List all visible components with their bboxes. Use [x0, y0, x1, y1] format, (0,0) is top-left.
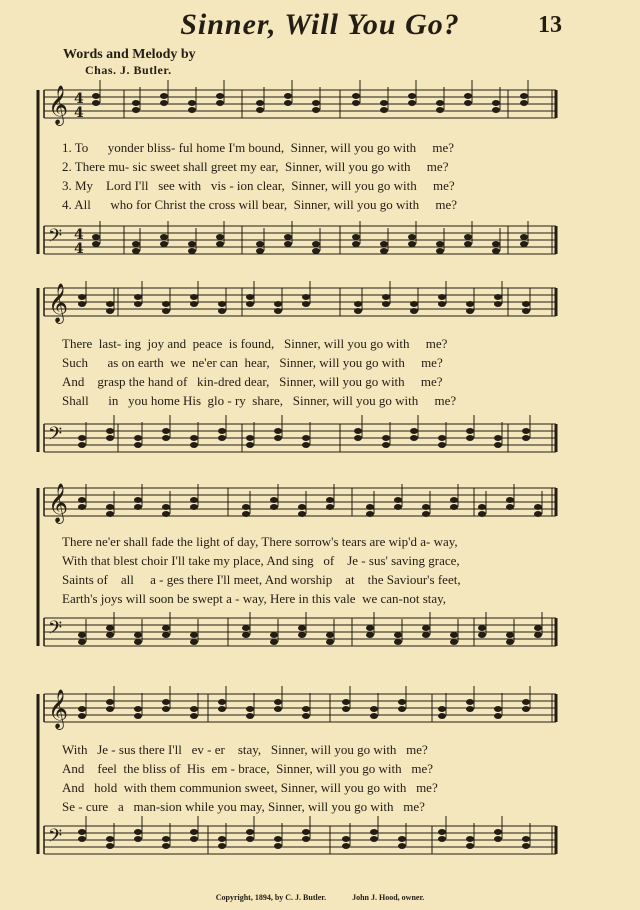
note-head-icon — [162, 504, 170, 510]
note-head-icon — [436, 107, 444, 113]
note-head-icon — [464, 241, 472, 247]
note-head-icon — [78, 829, 86, 835]
note-head-icon — [438, 435, 446, 441]
note-head-icon — [298, 504, 306, 510]
note-head-icon — [534, 632, 542, 638]
note-head-icon — [78, 639, 86, 645]
note-head-icon — [522, 699, 530, 705]
note-head-icon — [134, 435, 142, 441]
note-head-icon — [366, 625, 374, 631]
note-head-icon — [162, 836, 170, 842]
note-head-icon — [216, 93, 224, 99]
note-head-icon — [464, 93, 472, 99]
note-head-icon — [162, 308, 170, 314]
note-head-icon — [218, 301, 226, 307]
note-head-icon — [326, 504, 334, 510]
note-head-icon — [466, 836, 474, 842]
note-head-icon — [162, 625, 170, 631]
note-head-icon — [520, 93, 528, 99]
lyric-line: 1. To yonder bliss- ful home I'm bound, Sinner, will you go with me? — [62, 140, 455, 155]
note-head-icon — [366, 511, 374, 517]
note-head-icon — [352, 234, 360, 240]
lyric-line: 3. My Lord I'll see with vis - ion clear, Sinner, will you go with me? — [62, 178, 455, 193]
lyrics-block-2 — [62, 334, 552, 410]
note-head-icon — [302, 713, 310, 719]
note-head-icon — [506, 632, 514, 638]
note-head-icon — [218, 435, 226, 441]
note-head-icon — [380, 100, 388, 106]
note-head-icon — [274, 843, 282, 849]
note-head-icon — [398, 699, 406, 705]
time-signature-icon: 4 — [74, 241, 84, 257]
note-head-icon — [436, 241, 444, 247]
note-head-icon — [256, 248, 264, 254]
note-head-icon — [218, 706, 226, 712]
note-head-icon — [438, 713, 446, 719]
note-head-icon — [162, 301, 170, 307]
note-head-icon — [188, 248, 196, 254]
note-head-icon — [522, 706, 530, 712]
note-head-icon — [78, 836, 86, 842]
note-head-icon — [160, 241, 168, 247]
credit-line-1: Words and Melody by — [63, 47, 196, 62]
lyric-line: And feel the bliss of His em - brace, Sinner, will you go with me? — [62, 761, 433, 776]
note-head-icon — [436, 100, 444, 106]
note-head-icon — [450, 639, 458, 645]
note-head-icon — [422, 632, 430, 638]
note-head-icon — [342, 699, 350, 705]
note-head-icon — [522, 308, 530, 314]
note-head-icon — [398, 706, 406, 712]
note-head-icon — [394, 639, 402, 645]
note-head-icon — [408, 234, 416, 240]
note-head-icon — [522, 428, 530, 434]
note-head-icon — [256, 107, 264, 113]
note-head-icon — [216, 234, 224, 240]
note-head-icon — [410, 301, 418, 307]
note-head-icon — [190, 706, 198, 712]
note-head-icon — [494, 435, 502, 441]
note-head-icon — [106, 435, 114, 441]
note-head-icon — [522, 836, 530, 842]
note-head-icon — [92, 93, 100, 99]
note-head-icon — [284, 100, 292, 106]
note-head-icon — [160, 100, 168, 106]
note-head-icon — [218, 308, 226, 314]
note-head-icon — [78, 632, 86, 638]
note-head-icon — [302, 829, 310, 835]
note-head-icon — [92, 100, 100, 106]
note-head-icon — [270, 497, 278, 503]
lyric-line: There last- ing joy and peace is found, Sinner, will you go with me? — [62, 336, 448, 351]
note-head-icon — [380, 248, 388, 254]
copyright-text: Copyright, 1894, by C. J. Butler. — [215, 893, 327, 902]
note-head-icon — [342, 836, 350, 842]
note-head-icon — [506, 504, 514, 510]
note-head-icon — [302, 836, 310, 842]
note-head-icon — [398, 836, 406, 842]
note-head-icon — [382, 301, 390, 307]
note-head-icon — [520, 241, 528, 247]
note-head-icon — [78, 294, 86, 300]
note-head-icon — [106, 706, 114, 712]
note-head-icon — [162, 706, 170, 712]
note-head-icon — [218, 699, 226, 705]
note-head-icon — [106, 308, 114, 314]
note-head-icon — [92, 241, 100, 247]
note-head-icon — [366, 632, 374, 638]
note-head-icon — [78, 442, 86, 448]
note-head-icon — [242, 625, 250, 631]
note-head-icon — [494, 294, 502, 300]
note-head-icon — [134, 829, 142, 835]
note-head-icon — [326, 632, 334, 638]
note-head-icon — [494, 836, 502, 842]
note-head-icon — [492, 248, 500, 254]
note-head-icon — [134, 497, 142, 503]
note-head-icon — [162, 699, 170, 705]
lyric-line: 4. All who for Christ the cross will bear, Sinner, will you go with me? — [62, 197, 458, 212]
note-head-icon — [242, 504, 250, 510]
note-head-icon — [370, 829, 378, 835]
note-head-icon — [134, 632, 142, 638]
note-head-icon — [464, 234, 472, 240]
note-head-icon — [354, 308, 362, 314]
note-head-icon — [190, 435, 198, 441]
note-head-icon — [494, 829, 502, 835]
note-head-icon — [370, 706, 378, 712]
note-head-icon — [534, 625, 542, 631]
note-head-icon — [302, 294, 310, 300]
lyric-line: And grasp the hand of kin-dred dear, Sinner, will you go with me? — [62, 374, 443, 389]
note-head-icon — [370, 836, 378, 842]
note-head-icon — [134, 836, 142, 842]
lyric-line: There ne'er shall fade the light of day, There sorrow's tears are wip'd a- way, — [62, 534, 458, 549]
note-head-icon — [408, 241, 416, 247]
note-head-icon — [106, 504, 114, 510]
note-head-icon — [274, 699, 282, 705]
credit-line-2: Chas. J. Butler. — [85, 63, 172, 77]
note-head-icon — [270, 504, 278, 510]
note-head-icon — [422, 504, 430, 510]
note-head-icon — [450, 497, 458, 503]
note-head-icon — [218, 428, 226, 434]
note-head-icon — [394, 632, 402, 638]
note-head-icon — [190, 829, 198, 835]
note-head-icon — [134, 639, 142, 645]
note-head-icon — [242, 511, 250, 517]
note-head-icon — [132, 107, 140, 113]
note-head-icon — [506, 639, 514, 645]
note-head-icon — [270, 632, 278, 638]
note-head-icon — [246, 301, 254, 307]
note-head-icon — [274, 301, 282, 307]
note-head-icon — [312, 241, 320, 247]
note-head-icon — [78, 504, 86, 510]
note-head-icon — [106, 511, 114, 517]
note-head-icon — [218, 836, 226, 842]
note-head-icon — [190, 504, 198, 510]
note-head-icon — [534, 504, 542, 510]
treble-clef-icon: 𝄞 — [48, 85, 69, 125]
lyric-line: Saints of all a - ges there I'll meet, And worship at the Saviour's feet, — [62, 572, 461, 587]
note-head-icon — [522, 843, 530, 849]
lyric-line: Se - cure a man-sion while you may, Sinner, will you go with me? — [62, 799, 425, 814]
lyric-line: 2. There mu- sic sweet shall greet my ear, Sinner, will you go with me? — [62, 159, 449, 174]
note-head-icon — [188, 241, 196, 247]
hymn-title: Sinner, Will You Go? — [180, 8, 460, 41]
note-head-icon — [190, 713, 198, 719]
treble-clef-icon: 𝄞 — [48, 689, 69, 729]
lyric-line: With that blest choir I'll take my place, And sing of Je - sus' saving grace, — [62, 553, 460, 568]
note-head-icon — [382, 442, 390, 448]
note-head-icon — [106, 843, 114, 849]
note-head-icon — [246, 294, 254, 300]
note-head-icon — [382, 435, 390, 441]
note-head-icon — [410, 308, 418, 314]
note-head-icon — [438, 829, 446, 835]
note-head-icon — [438, 836, 446, 842]
note-head-icon — [132, 100, 140, 106]
note-head-icon — [134, 504, 142, 510]
note-head-icon — [132, 248, 140, 254]
note-head-icon — [422, 511, 430, 517]
lyrics-block-1 — [62, 138, 552, 214]
note-head-icon — [466, 308, 474, 314]
note-head-icon — [298, 625, 306, 631]
note-head-icon — [190, 497, 198, 503]
note-head-icon — [190, 632, 198, 638]
note-head-icon — [394, 504, 402, 510]
owner-text: John J. Hood, owner. — [352, 893, 425, 902]
note-head-icon — [352, 241, 360, 247]
note-head-icon — [298, 511, 306, 517]
note-head-icon — [78, 713, 86, 719]
note-head-icon — [466, 706, 474, 712]
bass-clef-icon: 𝄢 — [48, 226, 63, 251]
note-head-icon — [382, 294, 390, 300]
note-head-icon — [354, 301, 362, 307]
note-head-icon — [284, 234, 292, 240]
note-head-icon — [134, 301, 142, 307]
note-head-icon — [302, 301, 310, 307]
note-head-icon — [134, 713, 142, 719]
note-head-icon — [494, 301, 502, 307]
note-head-icon — [370, 713, 378, 719]
time-signature-icon: 4 — [74, 227, 84, 243]
note-head-icon — [106, 625, 114, 631]
note-head-icon — [466, 435, 474, 441]
note-head-icon — [494, 713, 502, 719]
note-head-icon — [162, 843, 170, 849]
note-head-icon — [394, 497, 402, 503]
note-head-icon — [438, 706, 446, 712]
treble-clef-icon: 𝄞 — [48, 283, 69, 323]
note-head-icon — [216, 241, 224, 247]
note-head-icon — [160, 93, 168, 99]
note-head-icon — [478, 632, 486, 638]
lyric-line: Such as on earth we ne'er can hear, Sinner, will you go with me? — [62, 355, 443, 370]
note-head-icon — [492, 107, 500, 113]
note-head-icon — [410, 428, 418, 434]
note-head-icon — [132, 241, 140, 247]
note-head-icon — [464, 100, 472, 106]
note-head-icon — [312, 107, 320, 113]
note-head-icon — [274, 706, 282, 712]
note-head-icon — [256, 100, 264, 106]
note-head-icon — [478, 511, 486, 517]
note-head-icon — [188, 100, 196, 106]
note-head-icon — [478, 625, 486, 631]
footer — [0, 893, 640, 902]
note-head-icon — [78, 706, 86, 712]
note-head-icon — [218, 843, 226, 849]
note-head-icon — [190, 639, 198, 645]
note-head-icon — [466, 699, 474, 705]
note-head-icon — [106, 301, 114, 307]
note-head-icon — [246, 435, 254, 441]
lyric-line: With Je - sus there I'll ev - er stay, Sinner, will you go with me? — [62, 742, 428, 757]
page-number: 13 — [538, 12, 562, 38]
note-head-icon — [312, 248, 320, 254]
note-head-icon — [450, 504, 458, 510]
note-head-icon — [534, 511, 542, 517]
note-head-icon — [326, 639, 334, 645]
time-signature-icon: 4 — [74, 91, 84, 107]
note-head-icon — [352, 93, 360, 99]
note-head-icon — [410, 435, 418, 441]
note-head-icon — [134, 706, 142, 712]
note-head-icon — [492, 241, 500, 247]
bass-clef-icon: 𝄢 — [48, 826, 63, 851]
note-head-icon — [408, 100, 416, 106]
note-head-icon — [436, 248, 444, 254]
note-head-icon — [342, 706, 350, 712]
lyric-line: And hold with them communion sweet, Sinner, will you go with me? — [62, 780, 438, 795]
note-head-icon — [246, 442, 254, 448]
lyric-line: Shall in you home His glo - ry share, Sinner, will you go with me? — [62, 393, 457, 408]
note-head-icon — [242, 632, 250, 638]
note-head-icon — [478, 504, 486, 510]
note-head-icon — [520, 234, 528, 240]
note-head-icon — [494, 442, 502, 448]
note-head-icon — [312, 100, 320, 106]
note-head-icon — [246, 829, 254, 835]
note-head-icon — [520, 100, 528, 106]
bass-clef-icon: 𝄢 — [48, 618, 63, 643]
note-head-icon — [160, 234, 168, 240]
lyric-line: Earth's joys will soon be swept a - way, Here in this vale we can-not stay, — [62, 591, 447, 606]
note-head-icon — [106, 836, 114, 842]
note-head-icon — [466, 301, 474, 307]
lyrics-block-4 — [62, 740, 552, 816]
note-head-icon — [342, 843, 350, 849]
note-head-icon — [506, 497, 514, 503]
note-head-icon — [162, 632, 170, 638]
note-head-icon — [246, 836, 254, 842]
note-head-icon — [106, 699, 114, 705]
lyrics-block-3 — [62, 532, 552, 608]
note-head-icon — [284, 241, 292, 247]
note-head-icon — [492, 100, 500, 106]
note-head-icon — [134, 294, 142, 300]
note-head-icon — [408, 93, 416, 99]
note-head-icon — [466, 428, 474, 434]
note-head-icon — [398, 843, 406, 849]
note-head-icon — [256, 241, 264, 247]
note-head-icon — [438, 442, 446, 448]
note-head-icon — [422, 625, 430, 631]
note-head-icon — [438, 301, 446, 307]
treble-clef-icon: 𝄞 — [48, 483, 69, 523]
note-head-icon — [106, 428, 114, 434]
note-head-icon — [188, 107, 196, 113]
note-head-icon — [78, 301, 86, 307]
note-head-icon — [274, 428, 282, 434]
note-head-icon — [274, 308, 282, 314]
note-head-icon — [302, 706, 310, 712]
note-head-icon — [298, 632, 306, 638]
note-head-icon — [352, 100, 360, 106]
note-head-icon — [246, 706, 254, 712]
note-head-icon — [216, 100, 224, 106]
note-head-icon — [522, 301, 530, 307]
bass-clef-icon: 𝄢 — [48, 424, 63, 449]
note-head-icon — [354, 435, 362, 441]
note-head-icon — [302, 442, 310, 448]
note-head-icon — [380, 241, 388, 247]
note-head-icon — [162, 428, 170, 434]
note-head-icon — [162, 435, 170, 441]
note-head-icon — [326, 497, 334, 503]
note-head-icon — [246, 713, 254, 719]
note-head-icon — [190, 301, 198, 307]
note-head-icon — [92, 234, 100, 240]
note-head-icon — [270, 639, 278, 645]
note-head-icon — [134, 442, 142, 448]
note-head-icon — [522, 435, 530, 441]
note-head-icon — [438, 294, 446, 300]
note-head-icon — [466, 843, 474, 849]
note-head-icon — [380, 107, 388, 113]
note-head-icon — [190, 294, 198, 300]
note-head-icon — [106, 632, 114, 638]
note-head-icon — [162, 511, 170, 517]
note-head-icon — [78, 497, 86, 503]
time-signature-icon: 4 — [74, 105, 84, 121]
note-head-icon — [284, 93, 292, 99]
note-head-icon — [190, 442, 198, 448]
note-head-icon — [78, 435, 86, 441]
note-head-icon — [354, 428, 362, 434]
note-head-icon — [302, 435, 310, 441]
note-head-icon — [190, 836, 198, 842]
note-head-icon — [274, 836, 282, 842]
note-head-icon — [450, 632, 458, 638]
note-head-icon — [366, 504, 374, 510]
note-head-icon — [494, 706, 502, 712]
note-head-icon — [274, 435, 282, 441]
